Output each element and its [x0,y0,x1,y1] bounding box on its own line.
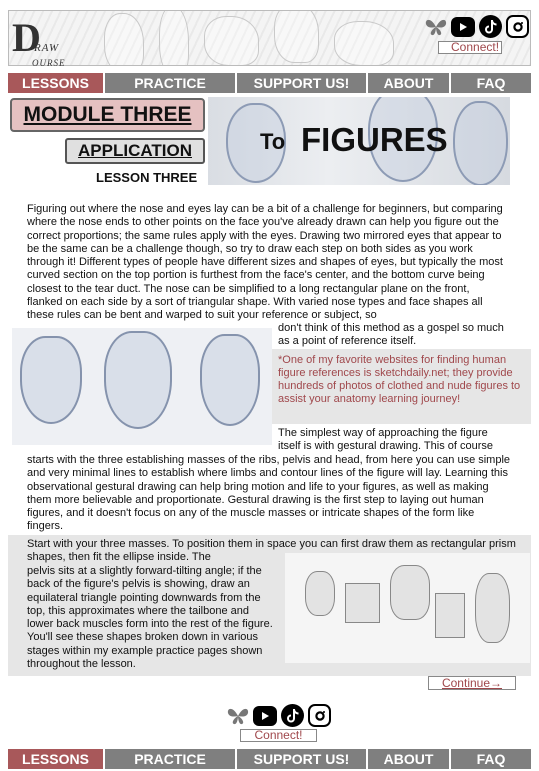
paragraph-gesture-start: The simplest way of approaching the figure itself is with gestural drawing. This of course [278,427,493,453]
nav-faq[interactable]: FAQ [451,749,531,769]
logo-text-2: OURSE [32,58,66,68]
torso-masses-sketch [285,553,530,663]
paragraph-faces: Figuring out where the nose and eyes lay can be a bit of a challenge for beginners, but comparing where the nose ends to other points on the face you've already drawn can help you figure out the correct proportions; the same rules apply with the eyes. Drawing two mirrored eyes that appear to be the same can be a challenge though, so try to draw each step on both sides as you work through it! Different types of people have different sizes and shapes of eyes, but typically the most curved section on the top portion is furthest from the face's center, and the bottom curve being closest to the tear duct. The nose can be simplified to a long rectangular plane on the front, flanked on each side by a sort of triangular shape. With varied nose types and face shapes all these rules can be bent and warped to suit your reference or subject, so [27,203,503,322]
paragraph-gesture: starts with the three establishing masses of the ribs, pelvis and head, from here you can use simple and very minimal lines to establish where limbs and contour lines of the figure will lay. Learning this observational gestural drawing can help bring motion and life to your figures, as well as making them more believable and proportionate. Gestural drawing is the first step to laying out human figures, and it doesn't focus on any of the muscle masses or intricate shapes of the form like fingers. [27,454,511,533]
connect-link-bottom[interactable]: Connect! [240,729,317,742]
paragraph-faces-continued: don't think of this method as a gospel so much as a point of reference itself. [278,322,504,348]
lesson-banner [208,97,510,185]
social-links-bottom [226,704,331,727]
section-title: APPLICATION [65,138,205,164]
instagram-icon[interactable] [506,15,529,38]
tiktok-icon[interactable] [479,15,502,38]
paragraph-masses: pelvis sits at a slightly forward-tilting angle; if the back of the figure's pelvis is showing, draw an equilateral triangle pointing downwards from the top, this approximates where the tailbone and lower back muscles form into the rest of the figure. You'll see these shapes broken down in various stages within my example practice pages shown throughout the lesson. [27,565,273,671]
torso-sketch [390,565,430,620]
site-logo[interactable] [12,14,70,70]
paragraph-masses-intro: Start with your three masses. To position them in space you can first draw them as rectangular prism shapes, then fit the ellipse inside. The [27,538,516,564]
main-nav-top [8,73,531,93]
banner-to-text: To [260,129,286,154]
header-sketch [104,13,144,66]
torso-sketch [475,573,510,643]
face-sketch [200,334,260,426]
nav-faq[interactable]: FAQ [451,73,531,93]
instagram-icon[interactable] [308,704,331,727]
header-sketch [334,21,394,66]
logo-letter: D [12,15,41,60]
nav-practice[interactable]: PRACTICE [105,749,237,769]
header-sketch [159,10,189,66]
connect-link-top[interactable]: Connect! [438,41,502,54]
module-title: MODULE THREE [10,98,205,132]
nav-about[interactable]: ABOUT [368,749,451,769]
nav-support[interactable]: SUPPORT US! [237,73,368,93]
header-sketch [204,16,259,66]
nav-lessons[interactable]: LESSONS [8,73,105,93]
nav-support[interactable]: SUPPORT US! [237,749,368,769]
torso-sketch [305,571,335,616]
butterfly-icon[interactable] [226,704,249,727]
tiktok-icon[interactable] [281,704,304,727]
reference-note: *One of my favorite websites for finding human figure references is sketchdaily.net; they provide hundreds of photos of clothed and nude figures to assist your anatomy learning journey! [272,349,531,424]
youtube-icon[interactable] [253,706,277,726]
face-sketch [20,336,82,424]
banner-figures-text: FIGURES [301,121,448,158]
torso-sketch [345,583,380,623]
nav-lessons[interactable]: LESSONS [8,749,105,769]
header-sketch [274,10,319,63]
butterfly-icon[interactable] [424,15,447,38]
face-sketches-image [12,328,272,445]
logo-text-1: RAW [34,42,60,54]
face-sketch [104,331,172,429]
youtube-icon[interactable] [451,17,475,37]
torso-sketch [435,593,465,638]
lesson-title: LESSON THREE [96,170,198,185]
banner-face-sketch [453,101,508,185]
main-nav-bottom [8,749,531,769]
nav-about[interactable]: ABOUT [368,73,451,93]
social-links-top [424,15,529,38]
nav-practice[interactable]: PRACTICE [105,73,237,93]
continue-link[interactable]: Continue→ [428,676,516,690]
